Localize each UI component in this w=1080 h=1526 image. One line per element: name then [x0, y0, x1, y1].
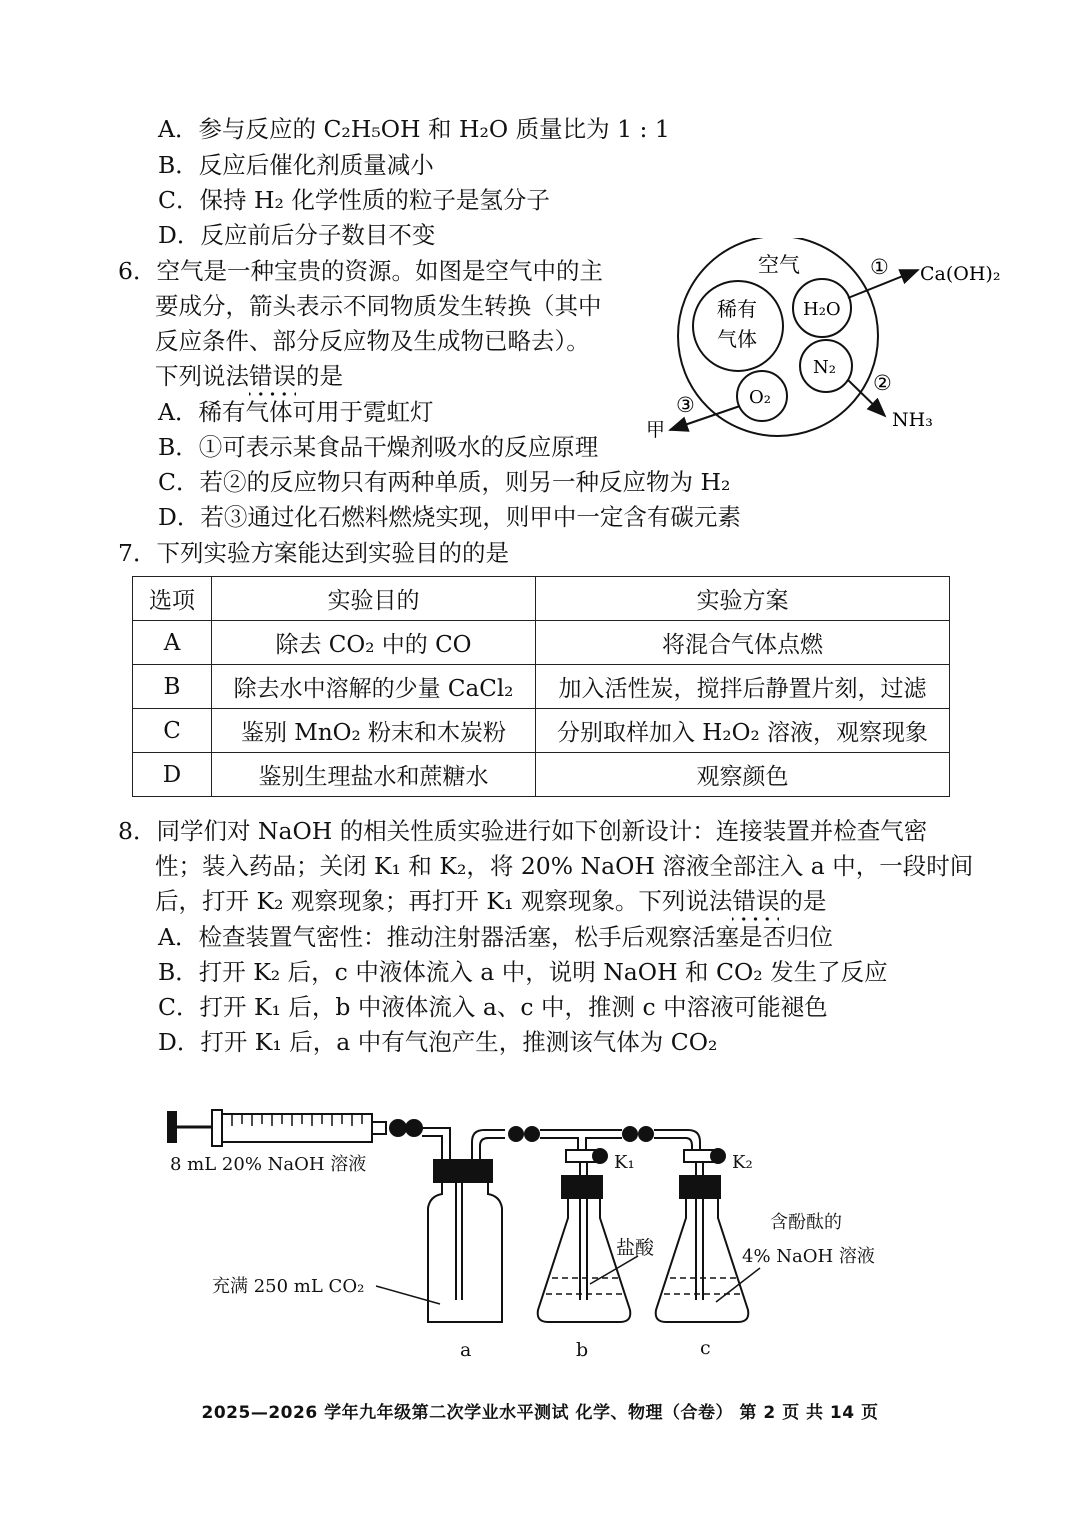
- syringe-label: 8 mL 20% NaOH 溶液: [170, 1154, 367, 1175]
- q5-option-a: A．参与反应的 C₂H₅OH 和 H₂O 质量比为 1 : 1: [158, 115, 670, 143]
- q8-stem-emphasis: 错误: [732, 887, 780, 915]
- table-cell: 加入活性炭，搅拌后静置片刻，过滤: [536, 665, 950, 709]
- bottle-a: [428, 1130, 505, 1322]
- apparatus-diagram: [160, 1090, 920, 1370]
- rare-gas-label-2: 气体: [717, 327, 757, 351]
- label-b: b: [576, 1339, 589, 1361]
- table-cell: 分别取样加入 H₂O₂ 溶液，观察现象: [536, 709, 950, 753]
- flask-c: [656, 1149, 749, 1322]
- product-nh3: NH₃: [892, 409, 933, 431]
- q6-stem-line-2: 要成分，箭头表示不同物质发生转换（其中: [155, 292, 602, 320]
- table-header-cell: 选项: [133, 577, 212, 621]
- q7-stem: 7．下列实验方案能达到实验目的的是: [118, 539, 509, 567]
- q6-stem-line-4: [155, 361, 343, 391]
- table-cell: D: [133, 753, 212, 797]
- table-header-cell: 实验目的: [212, 577, 536, 621]
- table-header-cell: 实验方案: [536, 577, 950, 621]
- table-cell: 除去 CO₂ 中的 CO: [212, 621, 536, 665]
- bottle-label: 充满 250 mL CO₂: [212, 1276, 365, 1297]
- rare-gas-circle: [693, 281, 783, 371]
- q8-stem-line-2: 性；装入药品；关闭 K₁ 和 K₂，将 20% NaOH 溶液全部注入 a 中，一段时间: [155, 852, 974, 880]
- q5-option-d: D．反应前后分子数目不变: [158, 221, 436, 249]
- experiment-table: [132, 576, 950, 797]
- syringe: [168, 1110, 422, 1146]
- q6-stem-emphasis: 错误: [249, 362, 296, 390]
- rare-gas-label-1: 稀有: [717, 297, 757, 321]
- product-caoh2: Ca(OH)₂: [920, 263, 1001, 285]
- mark-3: ③: [676, 393, 695, 417]
- o2-label: O₂: [749, 387, 771, 408]
- page-footer: 2025—2026 学年九年级第二次学业水平测试 化学、物理（合卷） 第 2 页 共 14 页: [201, 1403, 879, 1423]
- k2-label: K₂: [732, 1152, 753, 1173]
- table-row: [133, 753, 950, 797]
- acid-label: 盐酸: [616, 1237, 655, 1259]
- q8-option-b: B．打开 K₂ 后，c 中液体流入 a 中，说明 NaOH 和 CO₂ 发生了反应: [158, 958, 888, 986]
- h2o-label: H₂O: [803, 299, 841, 320]
- n2-label: N₂: [813, 357, 836, 378]
- table-row: [133, 665, 950, 709]
- q6-option-c: C．若②的反应物只有两种单质，则另一种反应物为 H₂: [158, 468, 731, 496]
- table-cell: C: [133, 709, 212, 753]
- mark-1: ①: [870, 255, 889, 279]
- q8-stem-line-1: 8．同学们对 NaOH 的相关性质实验进行如下创新设计：连接装置并检查气密: [118, 817, 928, 845]
- table-header-row: [133, 577, 950, 621]
- air-label: 空气: [758, 253, 800, 277]
- q8-stem-pre: 后，打开 K₂ 观察现象；再打开 K₁ 观察现象。下列说法: [155, 887, 733, 915]
- label-a: a: [460, 1339, 472, 1361]
- product-jia: 甲: [646, 419, 666, 441]
- c-label-2: 4% NaOH 溶液: [742, 1246, 875, 1267]
- mark-2: ②: [873, 371, 892, 395]
- q6-stem-post: 的是: [296, 362, 343, 390]
- table-cell: B: [133, 665, 212, 709]
- q6-option-d: D．若③通过化石燃料燃烧实现，则甲中一定含有碳元素: [158, 503, 741, 531]
- table-row: [133, 621, 950, 665]
- c-label-1: 含酚酞的: [770, 1212, 842, 1233]
- table-cell: 鉴别生理盐水和蔗糖水: [212, 753, 536, 797]
- air-composition-diagram: [630, 238, 1010, 448]
- flask-b: [538, 1149, 631, 1322]
- table-row: [133, 709, 950, 753]
- label-c: c: [700, 1337, 711, 1359]
- q6-stem-line-3: 反应条件、部分反应物及生成物已略去）。: [155, 327, 590, 355]
- table-cell: 观察颜色: [536, 753, 950, 797]
- q6-stem-line-1: 6．空气是一种宝贵的资源。如图是空气中的主: [118, 257, 603, 285]
- q8-stem-post: 的是: [779, 887, 827, 915]
- q5-option-b: B．反应后催化剂质量减小: [158, 151, 434, 179]
- q5-option-c: C．保持 H₂ 化学性质的粒子是氢分子: [158, 186, 550, 214]
- k1-label: K₁: [614, 1152, 635, 1173]
- q8-stem-line-3: [155, 886, 826, 916]
- q8-option-a: A．检查装置气密性：推动注射器活塞，松手后观察活塞是否归位: [158, 923, 833, 951]
- table-cell: A: [133, 621, 212, 665]
- table-cell: 将混合气体点燃: [536, 621, 950, 665]
- q8-option-c: C．打开 K₁ 后，b 中液体流入 a、c 中，推测 c 中溶液可能褪色: [158, 993, 828, 1021]
- table-cell: 除去水中溶解的少量 CaCl₂: [212, 665, 536, 709]
- q6-option-a: A．稀有气体可用于霓虹灯: [158, 398, 434, 426]
- table-cell: 鉴别 MnO₂ 粉末和木炭粉: [212, 709, 536, 753]
- q8-option-d: D．打开 K₁ 后，a 中有气泡产生，推测该气体为 CO₂: [158, 1028, 718, 1056]
- q6-option-b: B．①可表示某食品干燥剂吸水的反应原理: [158, 433, 599, 461]
- q6-stem-pre: 下列说法: [155, 362, 249, 390]
